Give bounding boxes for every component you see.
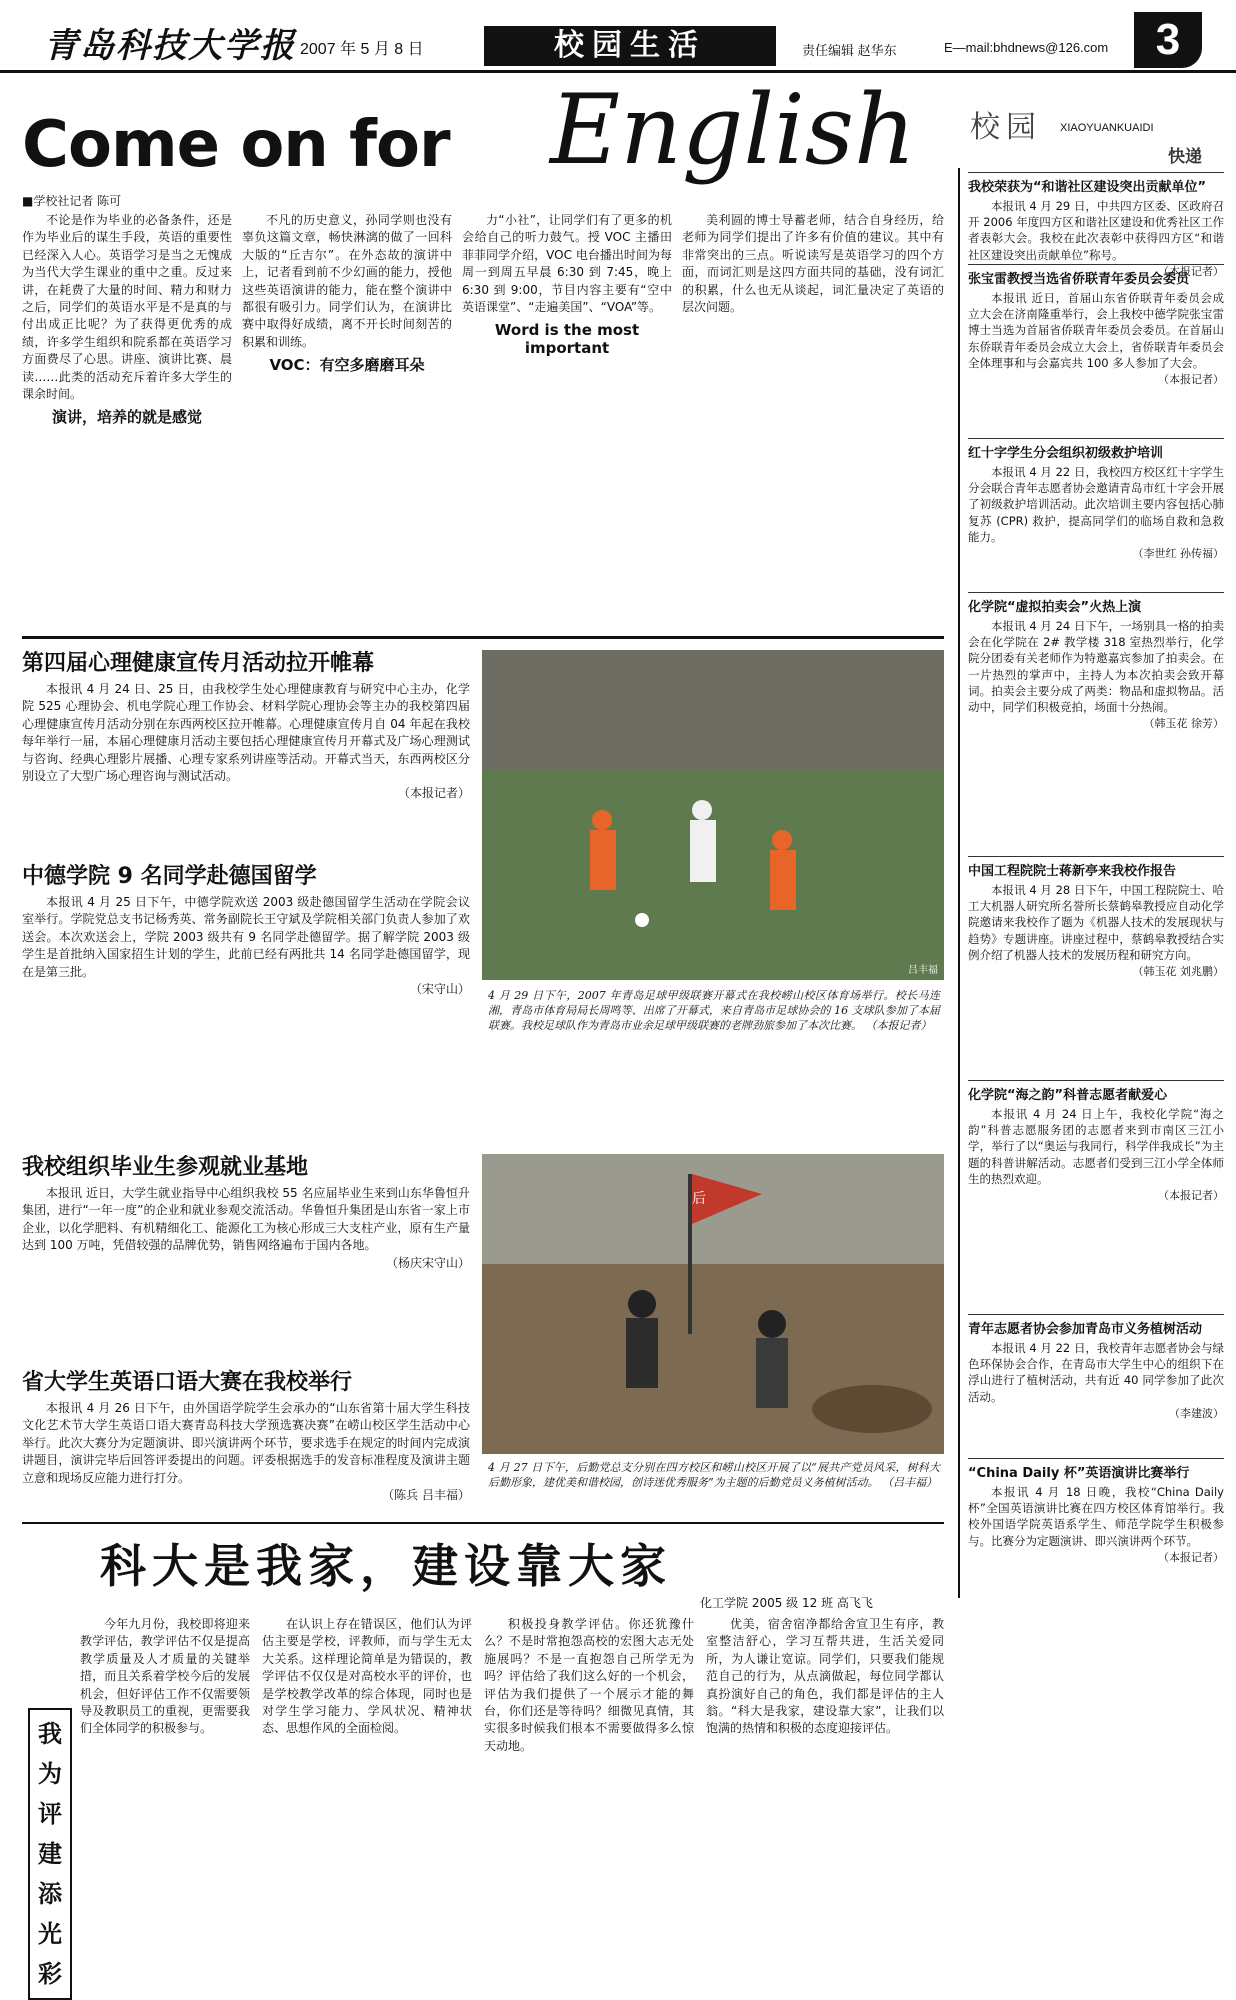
- caption-source: （吕丰福）: [882, 1476, 938, 1489]
- football-photo-caption: 4 月 29 日下午，2007 年青岛足球甲级联赛开幕式在我校崂山校区体育场举行。校长马连湘，青岛市体育局局长周鸣等、出席了开幕式，来自青岛市足球协会的 16 支球队参加了本届联赛。我校足球队作为青岛市业余足球甲级联赛的老牌劲旅参加了本次比赛。 （本报记者）: [488, 989, 940, 1032]
- brief-item: 红十字学生分会组织初级救护培训 本报讯 4 月 22 日，我校四方校区红十字学生分会联合青年志愿者协会邀请青岛市红十字会开展了初级救护培训活动。此次培训主要内容包括心肺复苏 (CPR) 救护，提高同学们的临场自救和急救能力。 （李世红 孙传福）: [968, 438, 1224, 588]
- right-panel-quick: 快递: [1168, 147, 1202, 167]
- section-title: 校园生活: [484, 26, 776, 66]
- photo-credit: 吕丰福: [908, 965, 938, 976]
- news-source: （杨庆宋守山）: [385, 1255, 470, 1270]
- football-photo: [482, 650, 944, 980]
- brief-title: 红十字学生分会组织初级救护培训: [968, 438, 1224, 461]
- brief-title: 我校荣获为“和谐社区建设突出贡献单位”: [968, 172, 1224, 195]
- brief-source: （本报记者）: [1158, 1550, 1224, 1564]
- brief-source: （本报记者）: [1158, 264, 1224, 278]
- right-panel-title: 校园: [970, 110, 1042, 145]
- section-divider: [22, 636, 944, 639]
- lead-column-3: [462, 212, 672, 632]
- editor-label: 责任编辑 赵华东: [802, 43, 897, 58]
- brief-item: “China Daily 杯”英语演讲比赛举行 本报讯 4 月 18 日晚，我校“China Daily 杯”全国英语演讲比赛在四方校区体育馆举行。我校外国语学院英语系学生、师范学院学生积极参与。比赛分为定题演讲、即兴演讲两个环节。 （本报记者）: [968, 1458, 1224, 1608]
- news-headline: 第四届心理健康宣传月活动拉开帷幕: [22, 651, 375, 676]
- brief-title: 青年志愿者协会参加青岛市义务植树活动: [968, 1314, 1224, 1337]
- news-body: 本报讯 4 月 24 日、25 日，由我校学生处心理健康教育与研究中心主办，化学院 525 心理协会、机电学院心理工作协会、材料学院心理协会等主办的我校第四届心理健康宣传月活动分别在东西两校区拉开帷幕。心理健康宣传月自 04 年起在我校每年举行一届，本届心理健康月活动主要包括心理健康宣传月开幕式及广场心理测试与咨询、经典心理影片展播、心理专家系列讲座等活动。开幕式当天，东西两校区分别设立了大型广场心理咨询与测试活动。 （本报记者）: [22, 681, 470, 849]
- brief-item: 青年志愿者协会参加青岛市义务植树活动 本报讯 4 月 22 日，我校青年志愿者协会与绿色环保协会合作，在青岛市大学生中心的组织下在浮山进行了植树活动，共有近 40 同学参加了此次活动。 （李建波）: [968, 1314, 1224, 1454]
- right-panel-subtitle: XIAOYUANKUAIDI: [1060, 122, 1154, 134]
- lead-paragraph: 不论是作为毕业的必备条件，还是作为毕业后的谋生手段，英语的重要性已经深入人心。英语学习是当之无愧成为当代大学生课业的重中之重。反过来讲，在耗费了大量的时间、精力和财力之后，同学们的英语水平是不是真的与付出成正比呢？为了获得更优秀的成绩，许多学生组织和院系都在英语学习方面费尽了心思。讲座、演讲比赛、晨读……此类的活动充斥着许多大学生的课余时间。: [22, 213, 232, 402]
- feature-column-3: 积极投身教学评估。你还犹豫什么？不是时常抱怨高校的宏图大志无处施展吗？不是一直抱怨自己所学无为吗？评估给了我们这么好的一个机会，评估为我们提供了一个展示才能的舞台，你们还是等待吗？细微见真情，其实很多时候我们根本不需要做得多么惊天动地。: [484, 1617, 694, 1753]
- issue-date: 2007 年 5 月 8 日: [300, 41, 424, 58]
- lead-subhead: 演讲，培养的就是感觉: [51, 408, 202, 427]
- news-column: [22, 646, 470, 1516]
- lead-paragraph: 力“小社”，让同学们有了更多的机会给自己的听力鼓气。授 VOC 主播田菲菲同学介绍，VOC 电台播出时间为每周一到周五早晨 6:30 到 7:45，晚上 6:30 到 9:00，节目内容主要有“空中英语课堂”、“走遍美国”、“VOA”等。: [462, 213, 672, 315]
- brief-item: 张宝雷教授当选省侨联青年委员会委员 本报讯 近日，首届山东省侨联青年委员会成立大会在济南隆重举行，会上我校中德学院张宝雷博士当选为首届省侨联青年委员会委员。在首届山东侨联青年委员会成立大会上，省侨联青年委员会全体理事和与会嘉宾共 100 多人参加了大会。 （本报记者）: [968, 264, 1224, 434]
- feature-column-1: 今年九月份，我校即将迎来教学评估，教学评估不仅是提高教学质量及人才质量的关键举措，而且关系着学校今后的发展机会，但好评估工作不仅需要领导及教职员工的重视，更需要我们全体同学的积极参与。: [80, 1617, 250, 1736]
- feature-vertical-title: 我 为 评 建 添 光 彩: [28, 1708, 72, 2000]
- page-number: 3: [1134, 12, 1202, 68]
- news-body: 本报讯 4 月 25 日下午，中德学院欢送 2003 级赴德国留学生活动在学院会议室举行。学院党总支书记杨秀英、常务副院长王守斌及学院相关部门负责人参加了欢送会。本次欢送会上，学院 2003 级共有 9 名同学赴德留学。据了解学院 2003 级学生是首批纳入国家招生计划的学生，此前已经有两批共 14 名同学赴德国留学，现在是第三批。 （宋守山）: [22, 894, 470, 1140]
- tree-planting-illustration: [482, 1154, 944, 1454]
- news-headline: 省大学生英语口语大赛在我校举行: [22, 1370, 353, 1395]
- lead-headline-part2: English: [550, 74, 916, 186]
- brief-source: （本报记者）: [1158, 373, 1224, 387]
- football-photo-illustration: [482, 650, 944, 980]
- feature-banner: 科大是我家，建设靠大家: [100, 1539, 672, 1593]
- brief-title: 化学院“虚拟拍卖会”火热上演: [968, 592, 1224, 615]
- lead-headline-part1: Come on for: [22, 108, 450, 182]
- feature-author: 化工学院 2005 级 12 班 高飞飞: [700, 1596, 873, 1610]
- newspaper-logo: 青岛科技大学报: [44, 26, 296, 66]
- brief-title: 中国工程院院士蒋新亭来我校作报告: [968, 856, 1224, 879]
- lead-paragraph: 不凡的历史意义，孙同学则也没有辜负这篇文章，畅快淋漓的做了一回科大版的“丘吉尔”。在外态故的演讲中上，记者看到前不少幻画的能力，授他这些英语演讲的能力，能在整个演讲中都很有吸引力。同学们认为，在演讲比赛中取得好成绩，离不开长时间刻苦的积累和训练。: [242, 213, 452, 349]
- brief-source: （韩玉花 刘兆鹏）: [1132, 965, 1224, 979]
- lead-column-2: [242, 212, 452, 632]
- feature-column-2: 在认识上存在错误区，他们认为评估主要是学校，评教师，而与学生无太大关系。这样理论简单是为错误的，教学评估不仅仅是对高校水平的评价，也是学校教学改革的综合体现，同时也是对学生学习能力、学风状况、精神状态、思想作风的全面检阅。: [262, 1617, 472, 1736]
- caption-source: （本报记者）: [865, 1019, 932, 1032]
- brief-source: （本报记者）: [1158, 1189, 1224, 1203]
- brief-title: 张宝雷教授当选省侨联青年委员会委员: [968, 264, 1224, 287]
- news-source: （本报记者）: [397, 786, 470, 801]
- brief-item: 中国工程院院士蒋新亭来我校作报告 本报讯 4 月 28 日下午，中国工程院院士、哈工大机器人研究所名誉所长蔡鹤皋教授应自动化学院邀请来我校作了题为《机器人技术的发展现状与趋势》专题讲座。讲座过程中，蔡鹤皋教授结合实例介绍了机器人技术的发展历程和研究方向。 （韩玉花 刘兆鹏）: [968, 856, 1224, 1076]
- brief-source: （李世红 孙传福）: [1132, 547, 1224, 561]
- lead-byline: ■学校社记者 陈可: [22, 194, 122, 208]
- news-source: （陈兵 吕丰福）: [382, 1488, 470, 1503]
- brief-item: 化学院“海之韵”科普志愿者献爱心 本报讯 4 月 24 日上午，我校化学院“海之韵”科普志愿服务团的志愿者来到市南区三江小学，举行了以“奥运与我同行，科学伴我成长”为主题的科普讲解活动。志愿者们受到三江小学全体师生的热烈欢迎。 （本报记者）: [968, 1080, 1224, 1310]
- news-body: 本报讯 4 月 26 日下午，由外国语学院学生会承办的“山东省第十届大学生科技文化艺术节大学生英语口语大赛青岛科技大学预选赛决赛”在崂山校区学生活动中心举行。此次大赛分为定题演讲、即兴演讲两个环节，要求选手在规定的时间内完成演讲题目，演讲完毕后回答评委提出的问题。评委根据选手的发音标准程度及演讲主题立意和现场反应能力进行打分。 （陈兵 吕丰福）: [22, 1400, 470, 1570]
- tree-planting-caption: 4 月 27 日下午，后勤党总支分别在四方校区和崂山校区开展了以“展共产党员风采，树科大后勤形象，建优美和谐校园，创诗迷优秀服务”为主题的后勤党员义务植树活动。 （吕丰福）: [488, 1461, 940, 1489]
- news-headline: 中德学院 9 名同学赴德国留学: [22, 864, 317, 889]
- lead-subhead: Word is the most important: [494, 321, 640, 357]
- tree-planting-photo: [482, 1154, 944, 1454]
- lead-column-4: [682, 212, 944, 632]
- lead-paragraph: 美利圆的博士导蓄老师，结合自身经历，给老师为同学们提出了许多有价值的建议。其中有非常突出的三点。听说读写是英语学习的四个方面，而词汇则是这四方面共同的基础，没有词汇的积累，什么也无从谈起，词汇量决定了英语的层次问题。: [682, 213, 944, 315]
- news-source: （宋守山）: [409, 982, 470, 997]
- flag-character: 后: [692, 1191, 706, 1207]
- brief-title: 化学院“海之韵”科普志愿者献爱心: [968, 1080, 1224, 1103]
- news-body: 本报讯 近日，大学生就业指导中心组织我校 55 名应届毕业生来到山东华鲁恒升集团，进行“一年一度”的企业和就业参观交流活动。华鲁恒升集团是山东省一家上市企业，以化学肥料、有机精细化工、能源化工为核心形成三大支柱产业，原有生产量达到 100 万吨，凭借较强的品牌优势，销售网络遍布于国内各地。 （杨庆宋守山）: [22, 1185, 470, 1355]
- contact-email: E—mail:bhdnews@126.com: [944, 40, 1109, 55]
- right-panel-news: [958, 168, 1224, 1598]
- brief-item: 我校荣获为“和谐社区建设突出贡献单位” 本报讯 4 月 29 日，中共四方区委、区政府召开 2006 年度四方区和谐社区建设和优秀社区工作者表彰大会。我校在此次表彰中获得四方区“和谐社区建设突出贡献单位”称号。 （本报记者）: [968, 172, 1224, 260]
- brief-title: “China Daily 杯”英语演讲比赛举行: [968, 1458, 1224, 1481]
- news-headline: 我校组织毕业生参观就业基地: [22, 1155, 309, 1180]
- brief-source: （韩玉花 徐芳）: [1143, 717, 1224, 731]
- feature-column-4: 优美，宿舍宿净都给舍宣卫生有序，教室整洁舒心，学习互帮共进，生活关爱同所，为人谦让宽谅。同学们，只要我们能规范自己的行为，从点滴做起，每位同学都认真扮演好自己的角色，我们都是评估的主人翁。“科大是我家，建设靠大家”，让我们以饱满的热情和积极的态度迎接评估。: [706, 1617, 944, 1736]
- feature-divider: [22, 1522, 944, 1524]
- brief-source: （李建波）: [1169, 1406, 1224, 1420]
- lead-column-1: [22, 212, 232, 632]
- brief-item: 化学院“虚拟拍卖会”火热上演 本报讯 4 月 24 日下午，一场别具一格的拍卖会在化学院在 2# 教学楼 318 室热烈举行，化学院分团委有关老师作为特邀嘉宾参加了拍卖会。在一片热烈的掌声中，主持人为本次拍卖会致开幕词。拍卖会主要分成了两类：物品和虚拟物品。活动中，同学们积极竞拍，场面十分热闹。 （韩玉花 徐芳）: [968, 592, 1224, 852]
- lead-subhead: VOC：有空多磨磨耳朵: [269, 356, 425, 375]
